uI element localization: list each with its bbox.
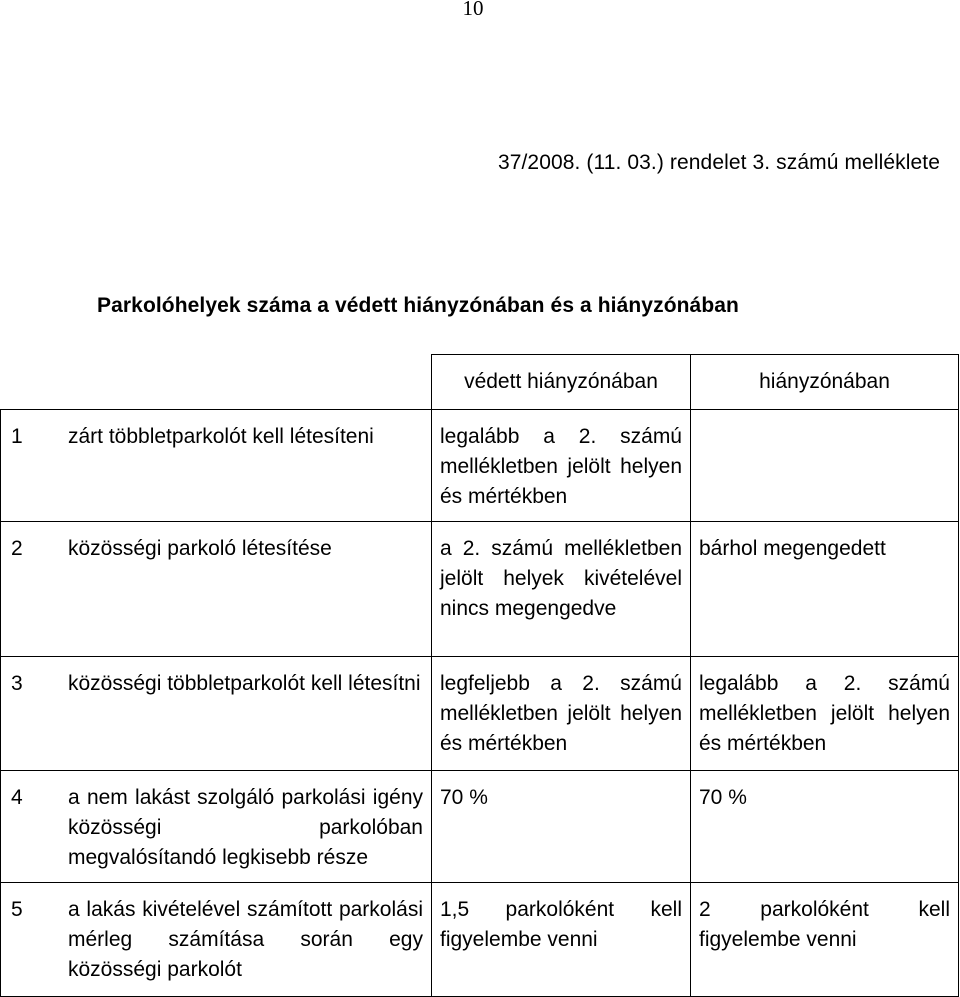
- zone-cell: [691, 771, 959, 883]
- row-label: közösségi parkoló létesítése: [68, 537, 332, 560]
- row-label: közösségi többletparkolót kell létesítni: [68, 672, 421, 695]
- table-row: [1, 657, 959, 771]
- row-number: 3: [11, 672, 23, 695]
- row-label-cell: [1, 410, 432, 522]
- row-label-cell: [1, 522, 432, 657]
- zone-value: 70 %: [699, 786, 747, 809]
- zone-value: bárhol megengedett: [699, 537, 886, 560]
- protected-zone-cell: [432, 883, 691, 997]
- document-title: Parkolóhelyek száma a védett hiányzónában és a hiányzónában: [97, 294, 739, 317]
- zone-cell: [691, 522, 959, 657]
- page-number: 10: [462, 0, 484, 20]
- header-blank-cell: [1, 355, 432, 410]
- zone-value: legalább a 2. számú mellékletben jelölt helyen és mértékben: [699, 672, 950, 755]
- protected-zone-cell: [432, 657, 691, 771]
- zone-value: 2 parkolóként kell figyelembe venni: [699, 898, 950, 951]
- parking-table: [0, 354, 959, 997]
- protected-zone-cell: [432, 771, 691, 883]
- row-number: 4: [11, 786, 23, 809]
- header-protected-zone: védett hiányzónában: [432, 355, 691, 410]
- table-row: [1, 522, 959, 657]
- protected-zone-cell: [432, 410, 691, 522]
- protected-zone-value: 70 %: [440, 786, 488, 809]
- row-number: 1: [11, 425, 23, 448]
- zone-cell: [691, 883, 959, 997]
- row-label: a nem lakást szolgáló parkolási igény közösségi parkolóban megvalósítandó legkisebb része: [68, 786, 423, 869]
- table-row: [1, 410, 959, 522]
- row-number: 2: [11, 537, 23, 560]
- row-label: a lakás kivételével számított parkolási mérleg számítása során egy közösségi parkolót: [68, 898, 423, 981]
- row-label: zárt többletparkolót kell létesíteni: [68, 425, 374, 448]
- table-header-row: [1, 355, 959, 410]
- table-row: [1, 883, 959, 997]
- row-label-cell: [1, 883, 432, 997]
- decree-reference: 37/2008. (11. 03.) rendelet 3. számú melléklete: [497, 151, 940, 174]
- zone-value: [691, 410, 958, 431]
- zone-cell: [691, 410, 959, 522]
- header-zone: hiányzónában: [691, 355, 959, 410]
- row-number: 5: [11, 898, 23, 921]
- protected-zone-value: legalább a 2. számú mellékletben jelölt helyen és mértékben: [440, 425, 682, 508]
- protected-zone-value: legfeljebb a 2. számú mellékletben jelölt helyen és mértékben: [440, 672, 682, 755]
- zone-cell: [691, 657, 959, 771]
- row-label-cell: [1, 657, 432, 771]
- protected-zone-cell: [432, 522, 691, 657]
- protected-zone-value: a 2. számú mellékletben jelölt helyek kivételével nincs megengedve: [440, 537, 682, 620]
- table-row: [1, 771, 959, 883]
- protected-zone-value: 1,5 parkolóként kell figyelembe venni: [440, 898, 682, 951]
- row-label-cell: [1, 771, 432, 883]
